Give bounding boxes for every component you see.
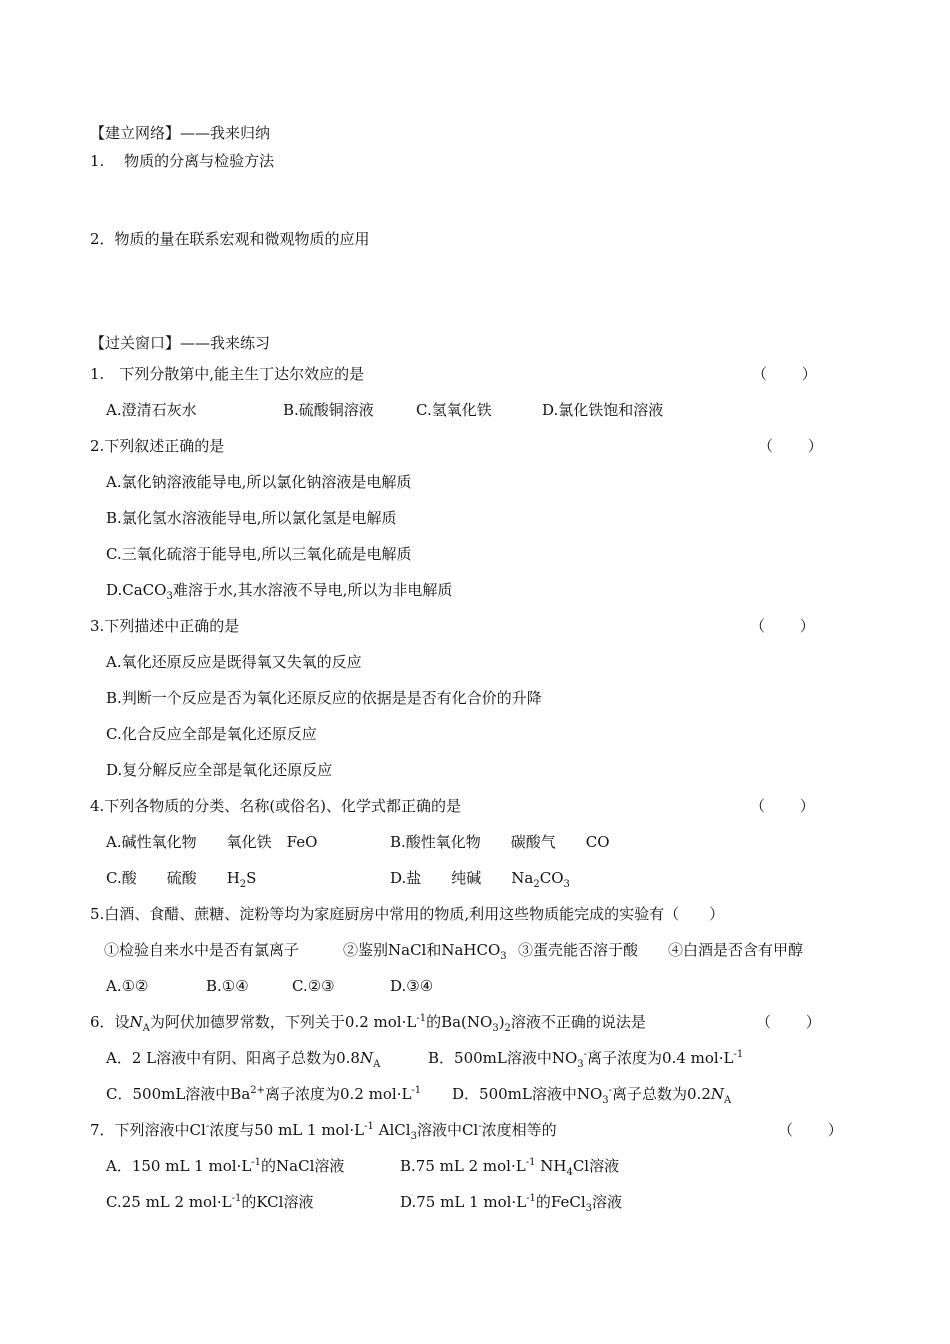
q1-answer-paren: （ ） bbox=[752, 365, 817, 383]
q4-option-d: D.盐 纯碱 $Na_2CO_3$ bbox=[390, 869, 570, 890]
network-item-2: 2．物质的量在联系宏观和微观物质的应用 bbox=[90, 230, 370, 248]
q7-option-c: C.25 mL 2 $mol\cdot L^{-1}$的KCl溶液 bbox=[106, 1193, 314, 1211]
q6-answer-paren: （ ） bbox=[756, 1013, 821, 1031]
q4-option-b: B.酸性氧化物 碳酸气 CO bbox=[390, 833, 610, 851]
q7-answer-paren: （ ） bbox=[778, 1121, 843, 1139]
q5-option-c: C.②③ bbox=[292, 977, 335, 995]
q3-option-c: C.化合反应全部是氧化还原反应 bbox=[106, 725, 317, 743]
q4-option-c: C.酸 硫酸 $H_2S$ bbox=[106, 869, 257, 890]
q5-item-1: ①检验自来水中是否有氯离子 bbox=[104, 941, 300, 959]
q2-option-a: A.氯化钠溶液能导电,所以氯化钠溶液是电解质 bbox=[106, 473, 412, 491]
q5-item-4: ④白酒是否含有甲醇 bbox=[668, 941, 804, 959]
q5-option-d: D.③④ bbox=[390, 977, 434, 995]
q3-option-a: A.氧化还原反应是既得氧又失氧的反应 bbox=[106, 653, 362, 671]
q6-stem: 6．设$N_A$为阿伏加德罗常数，下列关于0.2 $mol\cdot L^{-1}$的$Ba(NO_3)_2$溶液不正确的说法是 bbox=[90, 1013, 646, 1034]
q4-answer-paren: （ ） bbox=[750, 797, 815, 815]
q2-option-c: C.三氧化硫溶于能导电,所以三氧化硫是电解质 bbox=[106, 545, 412, 563]
q5-option-a: A.①② bbox=[106, 977, 149, 995]
q6-option-d: D．500mL溶液中$NO_3^-$离子总数为$0.2N_A$ bbox=[452, 1085, 732, 1106]
q6-option-b: B．500mL溶液中$NO_3^-$离子浓度为0.4 $mol\cdot L^{-1}$ bbox=[428, 1049, 744, 1070]
q1-option-d: D.氯化铁饱和溶液 bbox=[542, 401, 664, 419]
q2-answer-paren: （ ） bbox=[758, 437, 823, 455]
q5-item-3: ③蛋壳能否溶于酸 bbox=[518, 941, 639, 959]
q5-stem: 5.白酒、食醋、蔗糖、淀粉等均为家庭厨房中常用的物质,利用这些物质能完成的实验有（ ） bbox=[90, 905, 725, 923]
q5-item-2: ②鉴别NaCl和NaHCO$_3$ bbox=[343, 941, 507, 962]
q4-option-a: A.碱性氧化物 氧化铁 FeO bbox=[106, 833, 318, 851]
q5-option-b: B.①④ bbox=[206, 977, 249, 995]
section-heading-network: 【建立网络】——我来归纳 bbox=[90, 124, 271, 142]
network-item-1: 1. 物质的分离与检验方法 bbox=[90, 152, 275, 170]
q4-stem: 4.下列各物质的分类、名称(或俗名)、化学式都正确的是 bbox=[90, 797, 462, 815]
q3-option-b: B.判断一个反应是否为氧化还原反应的依据是是否有化合价的升降 bbox=[106, 689, 542, 707]
section-heading-practice: 【过关窗口】——我来练习 bbox=[90, 334, 271, 352]
q7-option-a: A．150 mL 1 $mol\cdot L^{-1}$的NaCl溶液 bbox=[106, 1157, 345, 1175]
q3-answer-paren: （ ） bbox=[750, 617, 815, 635]
q7-stem: 7．下列溶液中Cl-浓度与50 mL 1 $mol\cdot L^{-1}$ AlCl$_3$溶液中Cl-浓度相等的 bbox=[90, 1121, 557, 1142]
q2-option-b: B.氯化氢水溶液能导电,所以氯化氢是电解质 bbox=[106, 509, 397, 527]
q6-option-a: A．2 L溶液中有阴、阳离子总数为$0.8N_A$ bbox=[106, 1049, 381, 1070]
q1-option-a: A.澄清石灰水 bbox=[106, 401, 197, 419]
q3-option-d: D.复分解反应全部是氧化还原反应 bbox=[106, 761, 333, 779]
q1-option-b: B.硫酸铜溶液 bbox=[283, 401, 374, 419]
q6-option-c: C．500mL溶液中$Ba^{2+}$离子浓度为0.2 $mol\cdot L^{-1}$ bbox=[106, 1085, 422, 1103]
q1-option-c: C.氢氧化铁 bbox=[416, 401, 492, 419]
q1-stem: 1. 下列分散第中,能主生丁达尔效应的是 bbox=[90, 365, 365, 383]
q3-stem: 3.下列描述中正确的是 bbox=[90, 617, 240, 635]
q2-option-d: D.CaCO$_3$难溶于水,其水溶液不导电,所以为非电解质 bbox=[106, 581, 453, 602]
q7-option-b: B.75 mL 2 $mol\cdot L^{-1}$ $NH_4Cl$溶液 bbox=[400, 1157, 620, 1178]
q7-option-d: D.75 mL 1 $mol\cdot L^{-1}$的FeCl$_3$溶液 bbox=[400, 1193, 623, 1214]
q2-stem: 2.下列叙述正确的是 bbox=[90, 437, 225, 455]
